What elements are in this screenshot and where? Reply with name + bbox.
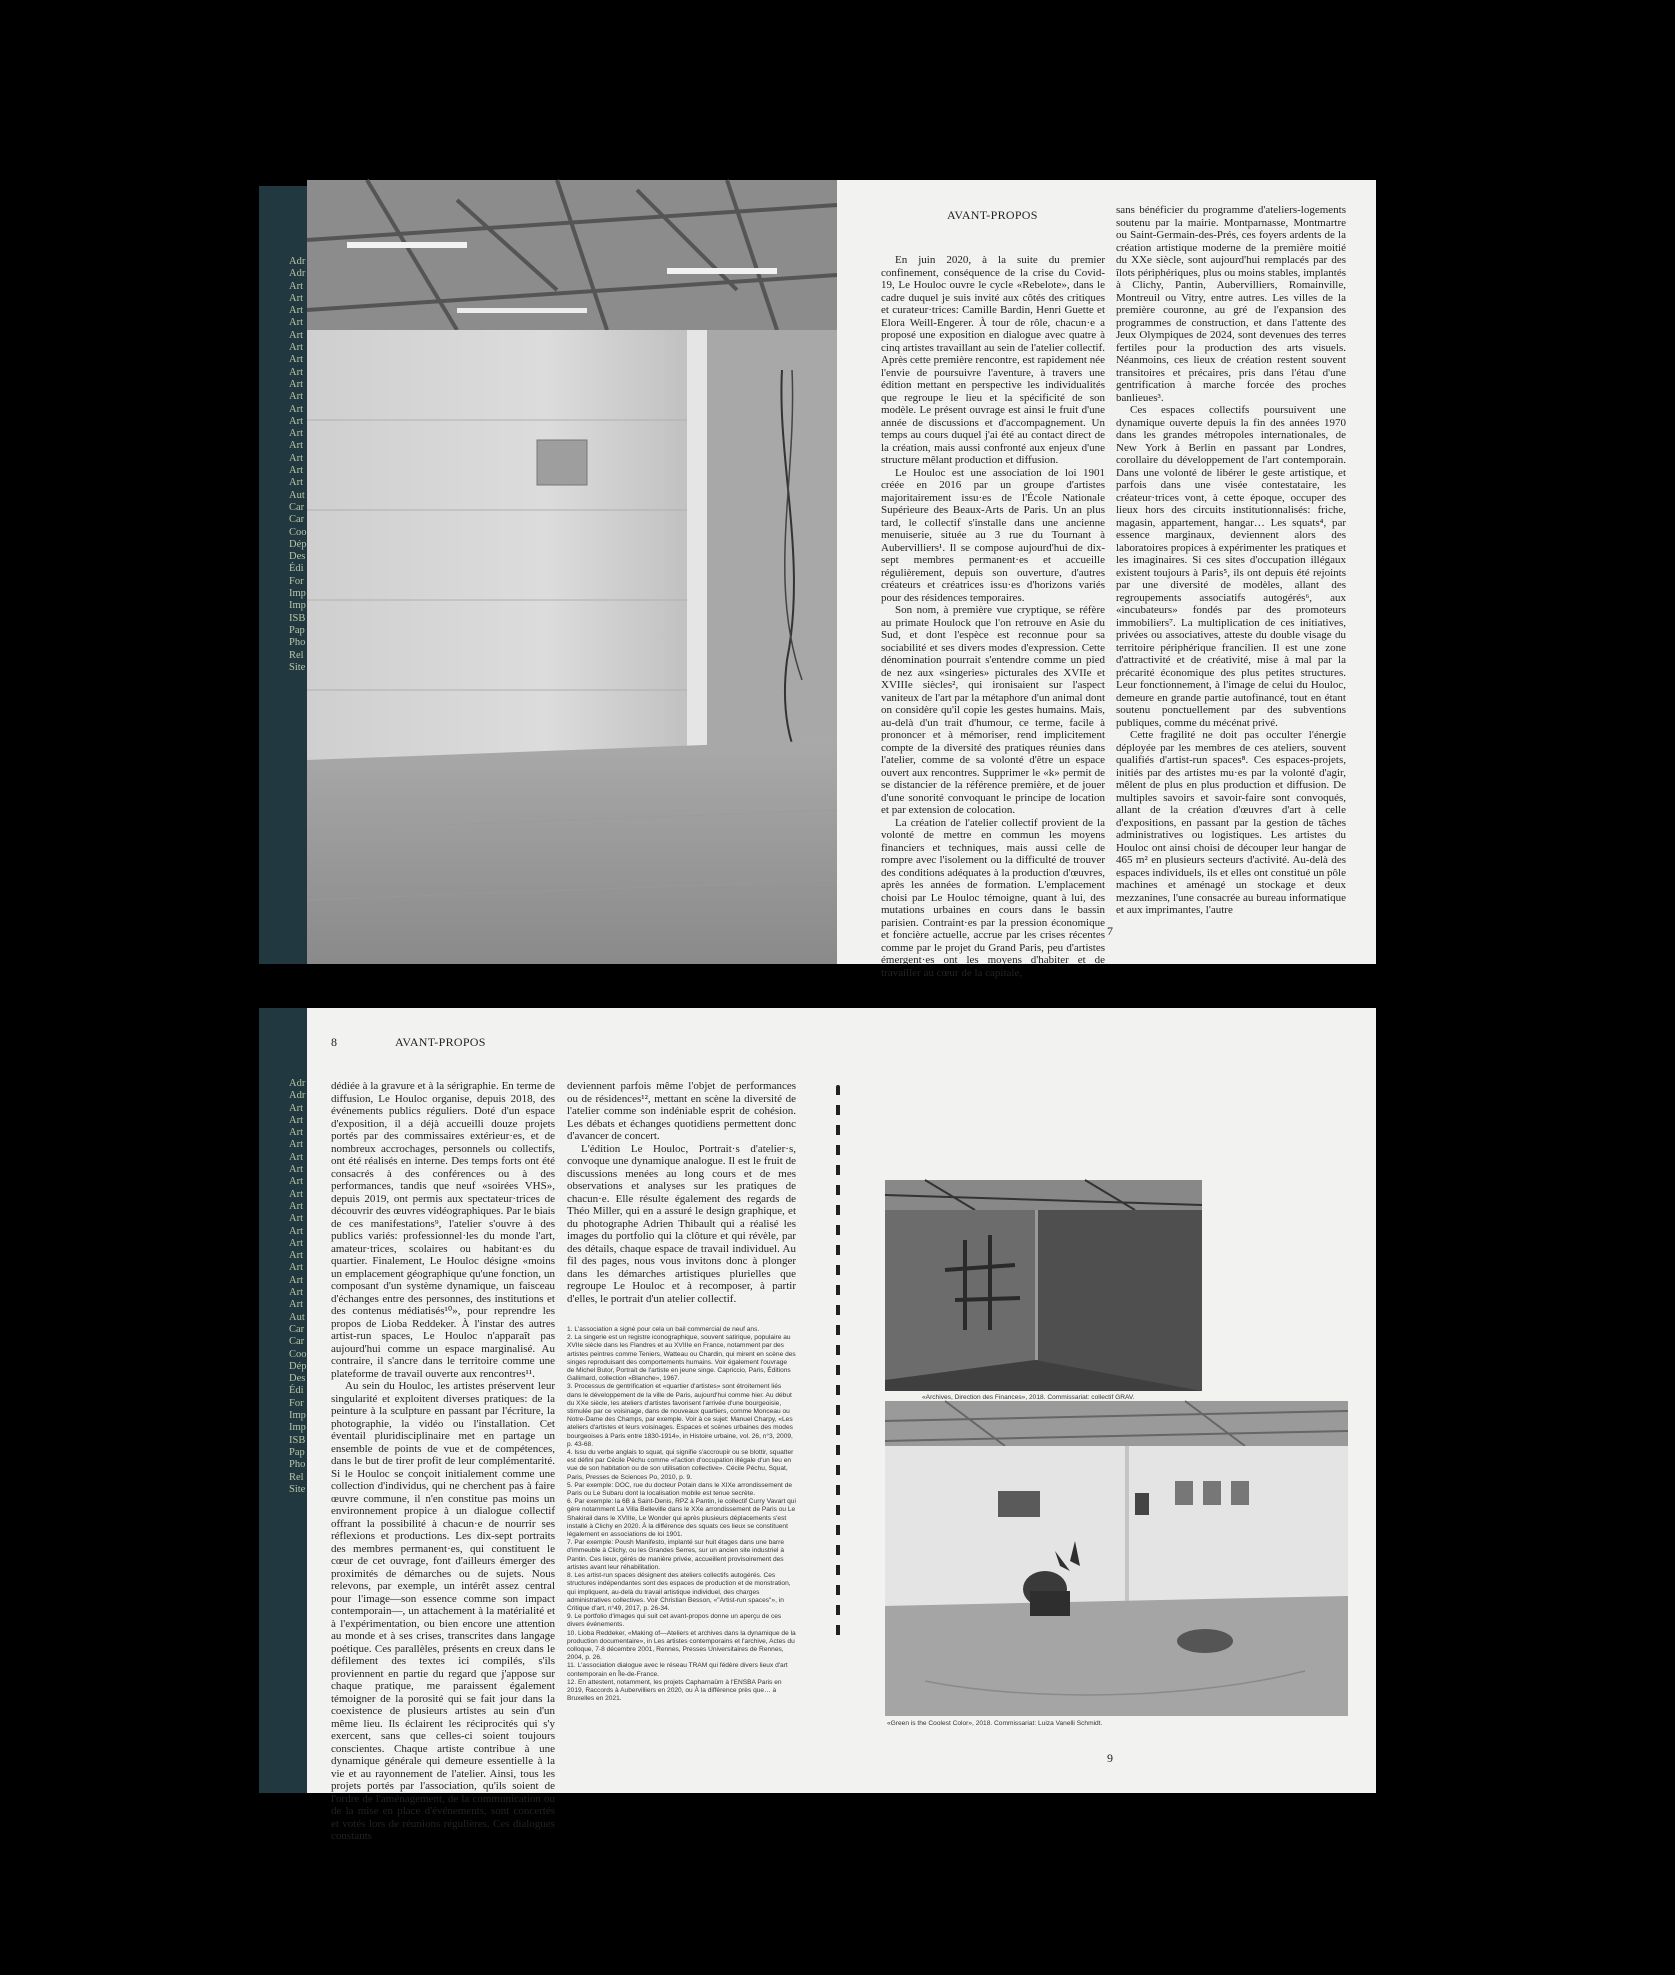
spine-tab-label: Coo [289,526,307,538]
spine-tab-label: Art [289,1262,303,1274]
spine-tab-label: Art [289,428,303,440]
footnote: 5. Par exemple: DOC, rue du docteur Potain dans le XIXe arrondissement de Paris ou Le Subaru dont la localisation mobile est tenue secrète. [567,1481,793,1498]
spine-tab-label: Art [289,1102,303,1114]
spine-tab-label: Art [289,465,303,477]
spine-tab-label: Art [289,317,303,329]
spine-tab-label: Des [289,551,306,563]
footnote: 9. Le portfolio d'images qui suit cet avant-propos donne un aperçu de ces divers événements. [567,1613,782,1629]
text-column-1 [331,1080,555,1842]
footnotes [567,1326,796,1770]
spine-tab-label: Pho [289,637,306,649]
footnote: 8. Les artist-run spaces désignent des ateliers collectifs autogérés. Ces structures indépendantes sont des espaces de production et de monstration, qui impliquent, au-delà du travail artistique individuel, des charges administratives collectives. Voir Christian Besson, «"Artist-run spaces"», in Critique d'art, n°49, 2017, p. 26-34. [567,1572,791,1612]
spine-tab-label: Art [289,1237,303,1249]
spine-tab-label: Art [289,378,303,390]
spine-tab-label: Art [289,1250,303,1262]
paragraph: Son nom, à première vue cryptique, se réfère au primate Houlock que l'on retrouve en Asie du Sud, et dont l'espèce est reconnue pour sa sociabilité et ses divers modes d'expression. Cette dénomination pourrait s'entendre comme un pied de nez aux «singeries» picturales des XVIIe et XVIIIe siècles², qui ironisaient sur l'aspect vaniteux de l'art par la métaphore d'un animal dont on considère qu'il copie les gestes humains. Mais, au-delà d'un trait d'humour, ce terme, facile à prononcer et à mémoriser, rend implicitement compte de la diversité des pratiques réunies dans l'atelier, comme de sa volonté d'être un espace ouvert aux rencontres. Supprimer le «k» permit de se distancier de la référence première, et de jouer d'une sonorité convoquant le principe de location et par extension de colocation. [881,604,1105,816]
spine-tab-label: Art [289,440,303,452]
spine-tab-label: Art [289,1176,303,1188]
spine-tab-label: Art [289,1225,303,1237]
spine-tab-label: Imp [289,588,306,600]
spine-tab-label: Art [289,354,303,366]
paragraph: Cette fragilité ne doit pas occulter l'énergie déployée par les membres de ces ateliers, souvent qualifiés d'artist-run spaces⁸. Ces espaces-projets, initiés par des artistes mu·es par la volonté d'agir, mêlent de plus en plus production et diffusion. De multiples savoirs et savoir-faire sont convoqués, allant de la création d'œuvres d'art à celle d'expositions, en passant par la gestion de tâches administratives ou logistiques. Les artistes du Houloc ont ainsi choisi de découper leur hangar de 465 m² en plusieurs secteurs d'activité. Au-delà des espaces individuels, ils et elles ont constitué un pôle machines et aménagé un stockage et deux mezzanines, l'une consacrée au bureau informatique et aux imprimantes, l'autre [1116,729,1346,916]
exhibition-photo-green [885,1401,1348,1716]
spine-tab-label: Art [289,1188,303,1200]
paragraph: sans bénéficier du programme d'ateliers-logements soutenu par la mairie. Montparnasse, Montmartre ou Saint-Germain-des-Prés, ces foyers ardents de la création artistique moderne de la première moitié du XXe siècle, sont aujourd'hui remplacés par des îlots périphériques, plus ou moins stables, implantés à Clichy, Pantin, Aubervilliers, Romainville, Montreuil ou Vitry, entre autres. Les villes de la première couronne, au gré de l'expansion des programmes de construction, et dans l'attente des Jeux Olympiques de 2024, sont devenues des terres fertiles pour la production des arts visuels. Néanmoins, ces lieux de création restent souvent transitoires et précaires, pris dans l'étau d'une gentrification à marche forcée des proches banlieues³. [1116,204,1346,404]
footnote: 10. Lioba Reddeker, «Making of—Ateliers et archives dans la dynamique de la production documentaire», in Les artistes contemporains et l'archive, Actes du colloque, 7-8 décembre 2001, Rennes, Presses Universitaires de Rennes, 2004, p. 26. [567,1629,796,1662]
spine-tab-label: Art [289,452,303,464]
spine-tab-label: Art [289,1274,303,1286]
spine-tab-label: Des [289,1373,306,1385]
footnote: 11. L'association dialogue avec le réseau TRAM qui fédère divers lieux d'art contemporain en Île-de-France. [567,1662,788,1678]
footnote: 12. En attestent, notamment, les projets Capharnaüm à l'ENSBA Paris en 2019, Raccords à Aubervilliers en 2020, ou À la différence près que… à Bruxelles en 2021. [567,1678,782,1703]
spine-tab-label: Site [289,1483,306,1495]
footnote: 6. Par exemple: la 6B à Saint-Denis, RPZ à Pantin, le collectif Curry Vavart qui gère notamment La Villa Belleville dans le XXe arrondissement de Paris ou Le Shakirail dans le XVIIIe, Le Wonder qui après plusieurs déplacements s'est installé à Clichy en 2020. À la différence des squats ces lieux se constituent légalement en associations de loi 1901. [567,1498,796,1539]
spine-index-tabs [259,256,307,674]
spine-tab-label: Adr [289,1078,306,1089]
spine-tab-label: Imp [289,1410,306,1422]
paragraph: Le Houloc est une association de loi 1901 créée en 2016 par un groupe d'artistes majoritairement issu·es de l'École Nationale Supérieure des Beaux-Arts de Paris. Un an plus tard, le collectif s'installe dans une ancienne menuiserie, située au 3 rue du Tournant à Aubervilliers¹. Il se compose aujourd'hui de dix-sept membres permanent·es et accueille régulièrement, depuis son ouverture, d'autres créateurs et créatrices issu·es d'horizons variés pour des résidences temporaires. [881,466,1105,604]
paragraph: La création de l'atelier collectif provient de la volonté de mettre en commun les moyens financiers et techniques, mais aussi celle de rompre avec l'isolement ou la difficulté de trouver des conditions adéquates à la production d'œuvres, après les années de formation. L'emplacement choisi par Le Houloc témoigne, quant à lui, des mutations urbaines en cours dans le bassin parisien. Contraint·es par la pression économique et foncière actuelle, accrue par les crises récentes comme par le projet du Grand Paris, peu d'artistes émergent·es ont les moyens d'habiter et de travailler au cœur de la capitale, [881,816,1105,979]
spine-tab-label: Dép [289,1360,307,1372]
footnote: 7. Par exemple: Poush Manifesto, implanté sur huit étages dans une barre d'immeuble à Clichy, ou les Grandes Serres, sur un ancien site industriel à Pantin. Ces lieux, gérés de manière privée, accueillent provisoirement des artistes avant leur réhabilitation. [567,1539,785,1571]
spine-tab-label: Art [289,292,303,304]
spine-tab-label: For [289,1397,304,1409]
spine-tab-label: Pap [289,624,305,636]
spine-tab-label: Imp [289,600,306,612]
footnote: 4. Issu du verbe anglais to squat, qui signifie s'accroupir ou se blottir, squatter est défini par Cécile Péchu comme «l'action d'occupation illégale d'un lieu en vue de son habitation ou de son utilisation collective». Cécile Péchu, Squat, Paris, Presses de Sciences Po, 2010, p. 9. [567,1449,794,1481]
spine-tab-label: Art [289,305,303,317]
spine-tab-label: Édi [289,563,304,575]
paragraph: deviennent parfois même l'objet de performances ou de résidences¹², mettant en scène la diversité de l'atelier comme son indéniable esprit de cohésion. Les débats et échanges quotidiens permettent donc d'avancer de concert. [567,1080,796,1142]
text-column-1 [881,254,1105,979]
spine-tab-label: ISB [289,612,306,624]
spine-tab-label: Pho [289,1459,306,1471]
atelier-interior-photo [307,180,837,964]
spine-tab-label: Édi [289,1385,304,1397]
page-number-left: 8 [331,1035,337,1049]
spine-tab-label: Art [289,1139,303,1151]
spine-tab-label: Art [289,1287,303,1299]
spine-tab-label: Art [289,342,303,354]
spine-tab-label: Dép [289,538,307,550]
spine-tab-label: Art [289,1127,303,1139]
running-header: AVANT-PROPOS [395,1035,486,1049]
spine-tab-label: Adr [289,268,306,280]
spine-tab-label: Site [289,661,306,673]
page-number: 7 [1107,924,1113,938]
spine-tab-label: Art [289,477,303,489]
running-header: AVANT-PROPOS [947,208,1038,222]
spine-tab-label: Art [289,1299,303,1311]
spine-tab-label: Car [289,514,305,526]
spine-tab-label: Art [289,391,303,403]
spine-tab-label: Coo [289,1348,307,1360]
spine-tab-label: Art [289,1213,303,1225]
spine-tab-label: Car [289,501,305,513]
binding-stitch [836,1085,840,1645]
exhibition-photo-archives [885,1180,1202,1391]
footnote: 1. L'association a signé pour cela un bail commercial de neuf ans. [567,1326,760,1333]
spine-tab-label: Art [289,366,303,378]
spine-tab-label: For [289,575,304,587]
spine-tab-label: Aut [289,489,305,501]
spine-tab-label: Imp [289,1422,306,1434]
spine-tab-label: Rel [289,1471,304,1483]
paragraph: dédiée à la gravure et à la sérigraphie. En terme de diffusion, Le Houloc organise, depuis 2018, des événements publics réguliers. Doté d'un espace d'exposition, il a déjà accueilli douze projets portés par des commissaires extérieur·es, et de nombreux accrochages, personnels ou collectifs, ont été réalisés en interne. Des temps forts ont été consacrés à des conférences ou à des performances, tandis que neuf «soirées VHS», depuis 2019, ont permis aux spectateur·trices de découvrir des œuvres vidéographiques. Par le biais de ces manifestations⁹, l'atelier s'ouvre à des publics variés: professionnel·les du monde l'art, amateur·trices, scolaires ou habitant·es du quartier. Finalement, Le Houloc désigne «moins un emplacement géographique qu'une fonction, un composant d'un système dynamique, un faisceau d'échanges entre des personnes, des institutions et des contenus médiatisés¹⁰», pour reprendre les propos de Lioba Reddeker. À l'instar des autres artist-run spaces, Le Houloc n'apparaît pas aujourd'hui comme un espace marginalisé. Au contraire, il s'ancre dans le territoire comme une plateforme de travail ouverte aux rencontres¹¹. [331,1080,555,1380]
spine-tab-label: Pap [289,1446,305,1458]
spine-tab-label: Art [289,1164,303,1176]
photo-caption: «Green is the Coolest Color», 2018. Commissariat: Luiza Vanelli Schmidt. [887,1720,1103,1727]
paragraph: Au sein du Houloc, les artistes préservent leur singularité et exploitent diverses pratiques: de la peinture à la sculpture en passant par l'écriture, la photographie, la vidéo ou l'installation. Cet éventail pluridisciplinaire met en partage un ensemble de points de vue et de compétences, dans le but de tirer profit de leur complémentarité. Si le Houloc se conçoit initialement comme une collection d'individus, qui ne cherchent pas à faire œuvre commune, il n'en constitue pas moins un environnement propice à un dialogue collectif offrant la possibilité à chacun·e de nourrir ses réflexions et productions. Les dix-sept portraits des membres permanent·es, qui constituent le cœur de cet ouvrage, font d'ailleurs émerger des proximités de démarches ou de sujets. Nous relevons, par exemple, un intérêt assez central pour l'image—son essence comme son impact contemporain—, un attachement à la matérialité et à l'expérimentation, ou bien encore une attention au monde et à ses crises, transcrites dans langage poétique. Ces parallèles, présents en creux dans le défilement des textes ici compilés, s'ils proviennent en partie du regard que j'appose sur chaque pratique, me paraissent également témoigner de la porosité qui se fait jour dans la coexistence de plusieurs artistes au sein d'un même lieu. Ils éclairent les réciprocités qui s'y exercent, sans que celles-ci soient toujours conscientes. Chaque artiste contribue à une dynamique générale qui demeure essentielle à la vie et au rayonnement de l'atelier. Ainsi, tous les projets portés par l'association, qu'ils soient de l'ordre de l'aménagement, de la communication ou de la mise en place d'événements, sont concertés et votés lors de réunions régulières. Ces dialogues constants [331,1380,555,1842]
spine-tab-label: Adr [289,256,306,267]
paragraph: En juin 2020, à la suite du premier confinement, conséquence de la crise du Covid-19, Le Houloc ouvre le cycle «Rebelote», dans le cadre duquel je suis invité aux côtés des critiques et curateur·trices: Camille Bardin, Henri Guette et Elora Weill-Engerer. À tour de rôle, chacun·e a proposé une exposition en dialogue avec quatre à cinq artistes travaillant au sein de l'atelier collectif. Après cette première rencontre, est rapidement née l'envie de poursuivre l'aventure, à travers une édition mettant en perspective les individualités que regroupe le lieu et la spécificité de son modèle. Le présent ouvrage est ainsi le fruit d'une année de discussions et d'accompagnement. Un temps au cours duquel j'ai été au contact direct de la création, mais aussi confronté aux enjeux d'une structure mêlant production et diffusion. [881,254,1105,466]
photo-caption: «Archives, Direction des Finances», 2018. Commissariat: collectif GRAV. [922,1394,1135,1401]
text-column-2 [567,1080,796,1305]
spine-tab-label: Car [289,1336,305,1348]
paragraph: L'édition Le Houloc, Portrait·s d'atelier·s, convoque une dynamique analogue. Il est le fruit de discussions menées au long cours et de mes observations et analyses sur les pratiques de chacun·e. Elle résulte également des regards de Théo Miller, qui en a assuré le design graphique, et du photographe Adrien Thibault qui a réalisé les images du portfolio qui la clôture et qui révèle, par des détails, chaque espace de travail individuel. Au fil des pages, nous vous invitons donc à plonger dans les démarches artistiques plurielles que regroupe Le Houloc et à recomposer, à partir d'elles, le portrait d'un atelier collectif. [567,1142,796,1305]
spine-tab-label: Rel [289,649,304,661]
spine-tab-label: Art [289,1200,303,1212]
spine-tab-label: Art [289,403,303,415]
paragraph: Ces espaces collectifs poursuivent une dynamique ouverte depuis la fin des années 1970 dans les grandes métropoles internationales, de New York à Berlin en passant par Londres, corollaire du développement de l'art contemporain. Dans une volonté de libérer le geste artistique, et parfois dans une visée contestataire, les créateur·trices vont, à cette époque, occuper des lieux hors des circuits institutionnalisés: friche, magasin, appartement, hangar… Les squats⁴, par essence marginaux, deviennent alors des laboratoires propices à expérimenter les pratiques et les imaginaires. Si ces sites d'occupation illégaux existent toujours à Paris⁵, ils ont depuis été rejoints par une diversité de modèles, allant des regroupements associatifs autogérés⁶, aux «incubateurs» fondés par des promoteurs immobiliers⁷. La multiplication de ces initiatives, privées ou associatives, atteste du double visage du territoire périphérique francilien. Il est une zone d'attractivité et de créativité, mise à mal par la précarité économique des plus petites structures. Leur fonctionnement, à l'image de celui du Houloc, demeure en grande partie autofinancé, tout en étant soutenu ponctuellement par des subventions publiques, comme du mécénat privé. [1116,404,1346,729]
book-spine-bottom [259,1008,307,1793]
spine-tab-label: Art [289,415,303,427]
footnote: 2. La singerie est un registre iconographique, souvent satirique, populaire au XVIIe siècle dans les Flandres et au XVIIIe en France, notamment par des artistes peintres comme Teniers, Watteau ou Chardin, qui mirent en scène des singes reproduisant des comportements humains. Voir également l'ouvrage de Michel Butor, Portrait de l'artiste en jeune singe. Capriccio, Paris, Éditions Gallimard, collection «Blanche», 1967. [567,1334,796,1383]
spine-tab-label: Art [289,280,303,292]
spine-tab-label: ISB [289,1434,306,1446]
footnote: 3. Processus de gentrification et «quartier d'artistes» sont étroitement liés dans le développement de la ville de Paris, aujourd'hui comme hier. Au début du XXe siècle, les ateliers d'artistes favorisent l'arrivée d'une bourgeoisie, stimulée par ce voisinage, dans de nouveaux quartiers, comme Monceau ou Notre-Dame des Champs, par exemple. Voir à ce sujet: Manuel Charpy, «Les ateliers d'artistes et leurs voisinages. Espaces et scènes urbaines des modes bourgeoises à Paris entre 1830-1914», in Histoire urbaine, vol. 26, n°3, 2009, p. 43-68. [567,1383,793,1448]
spine-tab-label: Art [289,1151,303,1163]
spine-tab-label: Aut [289,1311,305,1323]
spine-index-tabs [259,1078,307,1496]
text-column-2 [1116,204,1346,916]
spine-tab-label: Adr [289,1090,306,1102]
spine-tab-label: Car [289,1323,305,1335]
spine-tab-label: Art [289,1114,303,1126]
page-number-right: 9 [1107,1751,1113,1765]
book-spine-top [259,186,307,964]
spine-tab-label: Art [289,329,303,341]
